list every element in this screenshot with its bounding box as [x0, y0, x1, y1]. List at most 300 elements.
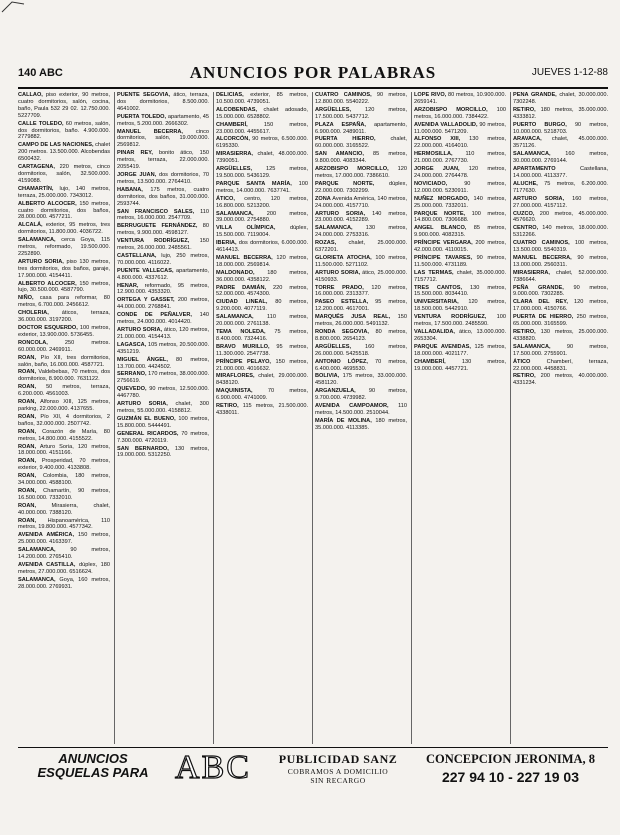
ad-text: 120 metros, 17.500.000. 5437712.: [315, 106, 407, 120]
classified-ad: [315, 418, 407, 432]
classified-ad: [513, 225, 608, 239]
classified-ad: [414, 122, 506, 136]
ad-text: 250 metros, 65.000.000. 3165599.: [513, 314, 608, 328]
ad-text: chalet, 300 metros, 55.000.000. 4158812.: [117, 401, 209, 414]
ad-keyword: PARQUE SANTA MARÍA,: [216, 180, 292, 187]
ad-keyword: CUATRO CAMINOS,: [513, 240, 570, 247]
ad-text: 150 metros, 26.000.000. 5491132.: [315, 314, 407, 328]
ad-text: 95 metros, 11.300.000. 2547738.: [216, 343, 308, 357]
ad-text: 70 metros, 6.400.000. 4695530.: [315, 358, 407, 372]
ad-text: chalet, 25.000.000. 6372201.: [315, 240, 407, 254]
ad-text: Chamartín, 90 metros, 16.500.000. 7332010.: [18, 487, 110, 501]
ad-keyword: ROAN,: [18, 354, 37, 361]
ad-text: 130 metros, 25.000.000. 4338820.: [513, 329, 608, 342]
classified-ad: [315, 299, 407, 313]
ad-keyword: VALLADALIDA,: [414, 329, 455, 335]
classified-ad: [414, 181, 506, 195]
ad-keyword: ARTURO SORIA,: [513, 195, 565, 202]
ad-keyword: SALAMANCA,: [513, 343, 551, 350]
ad-text: 170 metros, 38.000.000. 2756619.: [117, 371, 209, 385]
ad-text: 90 metros, 12.800.000. 5540222.: [315, 92, 407, 105]
classified-ad: [315, 329, 407, 343]
ad-text: 90 metros, 9.700.000. 4739982.: [315, 388, 407, 402]
classified-ad: [18, 444, 110, 458]
classified-ad: [216, 314, 308, 328]
ad-text: 250 metros. 60.000.000. 2469911.: [18, 339, 110, 353]
classified-ad: [414, 166, 506, 180]
ad-text: 160 metros, 30.000.000. 2769144.: [513, 151, 608, 165]
ad-keyword: RETIRO,: [513, 106, 536, 113]
classified-ad: [414, 314, 506, 328]
classified-ad: [513, 359, 608, 373]
classified-ad: [513, 314, 608, 328]
ad-keyword: PARQUE AVENIDAS,: [414, 343, 471, 350]
section-title: ANUNCIOS POR PALABRAS: [189, 63, 437, 82]
column-divider: [510, 92, 511, 744]
classified-ad: [117, 268, 209, 282]
classified-ad: [117, 297, 209, 311]
ad-text: 120 metros, 16.000.000. 2313377.: [315, 284, 407, 298]
ad-text: ático, 25.000.000. 4150933.: [315, 269, 407, 283]
classified-ad: [315, 388, 407, 402]
classified-ad: [315, 344, 407, 358]
ad-text: chalet, 29.000.000. 8438120.: [216, 373, 308, 387]
ad-keyword: ALUCHE,: [513, 180, 538, 187]
ad-text: 150 metros, cuatro dormitorios, dos baños, 28.000.000. 4577211.: [18, 200, 110, 221]
ad-keyword: MIRASIERRA,: [513, 269, 550, 276]
ad-keyword: ROAN,: [18, 502, 37, 509]
ad-text: 200 metros, 39.000.000. 2754880.: [216, 210, 308, 224]
ad-keyword: AVENIDA CASTILLA,: [18, 562, 76, 568]
ad-keyword: CONDE DE PEÑALVER,: [117, 312, 192, 319]
classified-ad: [18, 340, 110, 354]
classified-ad: [414, 270, 506, 284]
classified-ad: [117, 312, 209, 326]
classified-ad: [18, 503, 110, 517]
ad-keyword: GLORIETA ATOCHA,: [315, 254, 372, 261]
classified-ad: [216, 388, 308, 402]
classified-ad: [315, 373, 407, 387]
ad-text: 70 metros, 7.300.000. 4720119.: [117, 430, 209, 444]
ad-text: 60 metros, salón, dos dormitorios, baño. 4.900.000. 2779882.: [18, 120, 110, 141]
ad-text: 100 metros, 14.000.000. 7637741.: [216, 180, 308, 194]
classified-ad: [216, 403, 308, 417]
ad-keyword: ALCORCÓN,: [216, 136, 250, 143]
ad-text: 120 metros, 18.000.000. 2569814.: [216, 254, 308, 268]
ad-text: dúplex, 15.500.000. 7119004.: [216, 225, 308, 239]
ad-text: 200 metros, 40.000.000. 4331234.: [513, 373, 608, 387]
ad-text: 100 metros, 15.800.000. 5444491.: [117, 415, 209, 429]
classified-ad: [216, 329, 308, 343]
classified-ad: [513, 285, 608, 299]
classified-ad: [315, 107, 407, 121]
ad-text: 90 metros, 9.000.000. 7302285.: [513, 284, 608, 298]
classified-ad: [117, 416, 209, 430]
ad-text: apartamento, 6.900.000. 2489011.: [315, 121, 407, 135]
ad-keyword: SALAMANCA,: [18, 576, 56, 583]
classified-ad: [216, 225, 308, 239]
classified-ad: [216, 299, 308, 313]
ad-text: ático, terraza, dos dormitorios, 8.500.000. 4641002.: [117, 92, 209, 112]
column-6: [513, 92, 608, 744]
concepcion-jeronima-block: [413, 752, 608, 785]
ad-keyword: PUERTA TOLEDO,: [117, 113, 167, 120]
classified-ad: [18, 562, 110, 576]
ad-keyword: ROAN,: [18, 384, 37, 391]
column-4: [315, 92, 407, 744]
ad-keyword: ARTURO SORIA,: [315, 210, 366, 217]
ad-keyword: MAQUINISTA,: [216, 388, 253, 395]
ad-keyword: PADRE DAMIÁN,: [216, 284, 267, 291]
ad-keyword: HERMOSILLA,: [414, 151, 453, 158]
column-divider: [213, 92, 214, 744]
ad-keyword: DELICIAS,: [216, 92, 244, 98]
ad-text: 75 metros, 8.400.000. 7324416.: [216, 329, 308, 342]
classified-ad: [18, 310, 110, 324]
ad-keyword: RETIRO,: [513, 373, 536, 380]
classified-ad: [513, 240, 608, 254]
ad-text: 125 metros, 19.500.000. 5436129.: [216, 166, 308, 179]
ad-keyword: SAN BERNARDO,: [117, 445, 169, 452]
ad-text: ático, 120 metros, 21.000.000. 4154413.: [117, 327, 209, 340]
ad-text: 100 metros, 17.500.000. 2485590.: [414, 314, 506, 328]
ad-keyword: CASTELLANA,: [117, 252, 157, 259]
ad-keyword: ROAN,: [18, 413, 37, 420]
ad-keyword: APARTAMENTO: [513, 166, 556, 173]
ad-keyword: MARÍA DE MOLINA,: [315, 417, 372, 424]
classified-ad: [513, 255, 608, 269]
ad-keyword: LOPE RIVO,: [414, 92, 447, 98]
ad-text: Hispanoamérica, 110 metros, 19.800.000. 4577342.: [18, 517, 110, 531]
ad-text: centro, 120 metros, 16.800.000. 5213200.: [216, 195, 308, 209]
classified-ad: [315, 359, 407, 373]
ad-text: 85 metros, 9.800.000. 4083344.: [315, 151, 407, 165]
classified-ad: [18, 488, 110, 502]
classified-ad: [216, 196, 308, 210]
ad-text: 100 metros, 16.000.000. 7384422.: [414, 106, 506, 120]
ad-text: 90 metros, 11.000.000. 5471209.: [414, 121, 506, 135]
ad-text: 200 metros, 44.000.000. 2768841.: [117, 297, 209, 311]
ad-text: 120 metros, 24.000.000. 2764478.: [414, 166, 506, 179]
ad-keyword: CIUDAD LINEAL,: [216, 299, 268, 306]
ad-keyword: AVENIDA CAMPOAMOR,: [315, 403, 389, 410]
ad-text: 150 metros, 25.000.000. 4163397.: [18, 532, 110, 546]
ad-keyword: ÁTICO,: [216, 195, 235, 202]
ad-text: 150 metros, 26.000.000. 2485561.: [117, 238, 209, 252]
ad-keyword: PINAR REY,: [117, 150, 153, 157]
ad-text: 140 metros, 24.000.000. 4014420.: [117, 312, 209, 326]
classified-ad: [18, 186, 110, 200]
ad-text: exterior, 95 metros, tres dormitorios, 11.800.000. 4036722.: [18, 222, 110, 236]
ad-text: 180 metros, 35.000.000. 4333812.: [513, 106, 608, 120]
classified-ad: [216, 107, 308, 121]
ad-text: 100 metros, exterior, 13.900.000. 5736455.: [18, 325, 110, 338]
ad-text: chalet, 30.000.000. 7302248.: [513, 92, 608, 105]
classifieds-columns: [18, 92, 608, 744]
ad-text: chalet, 45.000.000. 3571126.: [513, 136, 608, 150]
classified-ad: [414, 196, 506, 210]
classified-ad: [18, 164, 110, 185]
classified-ad: [18, 429, 110, 443]
ad-text: Prosperidad, 70 metros, exterior, 9.400.000. 4133808.: [18, 458, 110, 472]
classified-ad: [513, 166, 608, 180]
classified-ad: [18, 142, 110, 163]
ad-keyword: LAS TERMAS,: [414, 269, 454, 276]
ad-keyword: ROAN,: [18, 399, 37, 406]
classified-ad: [513, 373, 608, 387]
ad-keyword: CALLE TOLEDO,: [18, 120, 64, 127]
ad-keyword: CHAMBERÍ,: [414, 358, 446, 365]
column-3: [216, 92, 308, 744]
classified-ad: [513, 329, 608, 343]
ad-text: 140 metros, 25.000.000. 7332011.: [414, 195, 506, 209]
ad-keyword: MIRAFLORES,: [216, 373, 255, 380]
ad-text: 90 metros, 6.500.000. 6195330.: [216, 136, 308, 150]
classified-ad: [315, 196, 407, 210]
classified-ad: [513, 181, 608, 195]
classified-ad: [18, 355, 110, 369]
ad-keyword: SERRANO,: [117, 371, 147, 378]
ad-keyword: ROAN,: [18, 458, 37, 465]
ad-keyword: PRÍNCIPE PELAYO,: [216, 358, 271, 365]
page-corner-fold-icon: [0, 0, 26, 14]
sanz-collect-line: COBRAMOS A DOMICILIO: [287, 767, 389, 776]
ad-text: 110 metros, 21.000.000. 2767730.: [414, 151, 506, 165]
ad-keyword: NUÑEZ MORGADO,: [414, 195, 470, 202]
ad-text: 90 metros, 13.000.000. 2560311.: [513, 254, 608, 268]
ad-keyword: HENAR,: [117, 282, 139, 289]
classified-ad: [315, 240, 407, 254]
ad-keyword: LAGASCA,: [117, 341, 147, 348]
column-divider: [312, 92, 313, 744]
ad-keyword: HABANA,: [117, 186, 143, 193]
ad-text: 130 metros, 22.000.000. 4164010.: [414, 136, 506, 150]
classified-ad: [216, 285, 308, 299]
ad-keyword: TEMA NOLEDA,: [216, 329, 266, 335]
ad-text: 220 metros, 52.000.000. 4574300.: [216, 284, 308, 298]
ad-keyword: SALAMANCA,: [216, 314, 254, 321]
ad-keyword: PEÑA GRANDE,: [513, 284, 564, 291]
ad-text: Avenida América, 140 metros, 24.000.000. 4157710.: [315, 195, 407, 209]
column-2: [117, 92, 209, 744]
ad-keyword: BERRUGUETE FERNÁNDEZ,: [117, 223, 198, 230]
ad-text: 200 metros, 42.000.000. 4110015.: [414, 240, 506, 254]
classified-ad: [315, 166, 407, 180]
ad-text: casa para reformar, 80 metros, 6.700.000. 2456612.: [18, 295, 110, 309]
classified-ad: [117, 342, 209, 356]
ad-text: 85 metros, 9.900.000. 4082315.: [414, 225, 506, 239]
ad-keyword: ARAVACA,: [513, 136, 542, 143]
ad-keyword: PARQUE NORTE,: [315, 180, 375, 187]
ad-keyword: ARZOBISPO MORCILLO,: [315, 166, 389, 173]
ad-keyword: MANUEL BECERRA,: [117, 128, 183, 135]
ad-keyword: ROAN,: [18, 428, 37, 435]
ad-text: Alfonso XIII, 125 metros, parking, 22.000.000. 4137655.: [18, 399, 110, 412]
ad-text: 50 metros, terraza, 6.200.000. 4561003.: [18, 384, 110, 398]
ad-text: Valdebebas, 70 metros, dos dormitorios, 8.900.000. 7631122.: [18, 369, 110, 383]
column-1: [18, 92, 110, 744]
ad-keyword: CAMPO DE LAS NACIONES,: [18, 142, 94, 149]
classified-ad: [18, 369, 110, 383]
ad-keyword: RETIRO,: [513, 329, 536, 335]
page-number: 140 ABC: [18, 67, 63, 79]
ad-text: piso exterior, 90 metros, cuatro dormitorios, salón, cocina, baño, Paula 532 29 02. 12.750.000. 5227709.: [18, 92, 110, 119]
ad-keyword: DOCTOR ESQUERDO,: [18, 325, 78, 331]
ad-keyword: ALCOBENDAS,: [216, 106, 258, 113]
classified-ad: [513, 211, 608, 225]
ad-keyword: MIRASIERRA,: [216, 151, 253, 158]
abc-logo: ABC: [175, 749, 251, 786]
ad-text: 150 metros, 23.000.000. 4455617.: [216, 121, 308, 135]
ad-text: Mirasierra, chalet, 40.000.000. 7388120.: [18, 502, 110, 516]
ad-text: 140 metros, 18.000.000. 5312266.: [513, 225, 608, 239]
ad-keyword: ANGEL BLANCO,: [414, 225, 467, 232]
classified-ad: [117, 172, 209, 186]
ad-keyword: MARQUÉS JUSA REAL,: [315, 314, 391, 321]
classified-ad: [216, 359, 308, 373]
ad-keyword: CUATRO CAMINOS,: [315, 92, 372, 98]
classified-ad: [18, 237, 110, 258]
classified-ad: [18, 281, 110, 295]
classified-ad: [117, 150, 209, 171]
classified-ad: [117, 283, 209, 297]
ad-text: 75 metros, 6.200.000. 7177630.: [513, 180, 608, 194]
ad-keyword: ARTURO SORIA,: [315, 269, 361, 276]
ad-keyword: ROAN,: [18, 369, 37, 376]
classified-ad: [315, 92, 407, 106]
classified-ad: [414, 255, 506, 269]
ad-keyword: PUENTE VALLECAS,: [117, 267, 174, 274]
ad-text: 90 metros, 12.500.000. 4467780.: [117, 386, 209, 400]
classified-ad: [315, 136, 407, 150]
ad-keyword: ARGANZUELA,: [315, 388, 356, 395]
classified-ad: [18, 201, 110, 222]
ad-text: 140 metros, 23.000.000. 4152289.: [315, 210, 407, 224]
ad-keyword: ALBERTO ALCOCER,: [18, 280, 77, 287]
advertising-footer: [18, 749, 608, 802]
concepcion-address: CONCEPCION JERONIMA, 8: [425, 752, 596, 766]
classified-ad: [216, 181, 308, 195]
ad-keyword: BOLIVIA,: [315, 373, 340, 380]
ad-keyword: SAN AMANCIO,: [315, 151, 364, 158]
ad-text: 130 metros, 19.000.000. 5312250.: [117, 445, 209, 459]
classified-ad: [315, 122, 407, 136]
classified-ad: [315, 211, 407, 225]
classified-ad: [117, 446, 209, 460]
classified-ad: [117, 129, 209, 150]
ad-keyword: ZONA: [315, 195, 331, 202]
ad-text: chalet 200 metros. 13.500.000. Alcobendas 6500432.: [18, 142, 110, 163]
ad-keyword: CALLAO,: [18, 92, 43, 98]
ad-text: dos dormitorios, 6.000.000. 4614413.: [216, 240, 308, 254]
classified-ad: [216, 211, 308, 225]
ad-text: Corazón de María, 80 metros, 14.800.000. 4155522.: [18, 428, 110, 442]
ad-text: 120 metros, 17.000.000. 7386610.: [315, 166, 407, 179]
ad-text: apartamento, 45 metros, 5.200.000. 2666302.: [117, 113, 209, 127]
ad-text: 180 metros, 35.000.000. 4113385.: [315, 417, 407, 431]
classified-ad: [414, 107, 506, 121]
classified-ad: [18, 473, 110, 487]
issue-date: JUEVES 1-12-88: [531, 67, 608, 78]
ad-keyword: ARTURO SORIA,: [117, 327, 163, 333]
classified-ad: [315, 181, 407, 195]
classified-ad: [513, 107, 608, 121]
classified-ad: [414, 211, 506, 225]
classified-ad: [414, 285, 506, 299]
ad-text: 120 metros, 18.500.000. 5442910.: [414, 299, 506, 313]
classified-ad: [513, 136, 608, 150]
ad-text: 115 metros, 21.500.000. 4338011.: [216, 403, 308, 416]
classified-ad: [513, 270, 608, 284]
classified-ad: [18, 259, 110, 280]
ad-keyword: PASEO ESTELLA,: [315, 299, 369, 306]
ad-keyword: VENTURA RODRÍGUEZ,: [414, 314, 487, 321]
ad-keyword: RETIRO,: [216, 403, 239, 410]
concepcion-phones: 227 94 10 - 227 19 03: [441, 769, 579, 785]
classified-ad: [117, 327, 209, 341]
ad-text: 80 metros, 10.900.000. 2659141.: [414, 92, 506, 105]
classified-ad: [513, 92, 608, 106]
ad-keyword: CENTRO,: [513, 225, 539, 232]
ad-text: 220 metros, cinco dormitorios, salón, 32.500.000. 4159088.: [18, 164, 110, 184]
ad-text: piso 130 metros, tres dormitorios, dos baños, garaje, 17.900.000. 4154411.: [18, 258, 110, 279]
classified-ad: [216, 255, 308, 269]
classified-ad: [117, 253, 209, 267]
classified-ad: [117, 238, 209, 252]
ad-keyword: AVENIDA AMÉRICA,: [18, 532, 75, 539]
classified-ad: [513, 344, 608, 358]
ad-text: 150 metros, lujo, 30.500.000. 4587790.: [18, 280, 110, 294]
classified-ad: [117, 223, 209, 237]
ad-keyword: BRAVO MURILLO,: [216, 343, 270, 350]
ad-text: 80 metros, 9.900.000. 4598127.: [117, 223, 209, 237]
ad-keyword: ARGÜELLES,: [315, 106, 352, 113]
ad-text: áticos, terraza, 36.000.000. 3197200.: [18, 310, 110, 324]
ad-keyword: CUZCO,: [513, 210, 535, 217]
footer-rule: [18, 747, 608, 748]
ad-text: cerca Goya, 115 metros, reformado, 19.500.000. 2252890.: [18, 237, 110, 257]
column-divider: [411, 92, 412, 744]
ad-keyword: ALBERTO ALCOCER,: [18, 200, 77, 207]
ad-keyword: VILLA OLÍMPICA,: [216, 225, 276, 232]
classified-ad: [216, 92, 308, 106]
ad-text: 200 metros, 45.000.000. 4576620.: [513, 210, 608, 224]
ad-keyword: CHOLERIA,: [18, 310, 49, 317]
ad-keyword: PUERTA DE HIERRO,: [513, 314, 574, 321]
ad-text: 110 metros, 16.000.000. 2547709.: [117, 208, 209, 222]
ad-keyword: SALAMANCA,: [513, 151, 551, 158]
ad-keyword: SALAMANCA,: [216, 210, 254, 217]
ad-keyword: SAN FRANCISCO SALES,: [117, 208, 195, 215]
sanz-no-surcharge-line: SIN RECARGO: [310, 776, 366, 785]
ad-text: Pío XII, tres dormitorios, salón, baño, 16.000.000. 4587721.: [18, 354, 110, 368]
classified-ad: [117, 431, 209, 445]
ad-keyword: ÁTICO: [513, 358, 531, 365]
ad-text: Goya, 160 metros, 28.000.000. 2769931.: [18, 576, 110, 590]
anuncios-esquelas-label: [18, 752, 168, 780]
ad-keyword: SALAMANCA,: [315, 225, 353, 232]
ad-text: 80 metros, 13.700.000. 4424502.: [117, 356, 209, 370]
ad-text: chalet adosado, 15.000.000. 6528802.: [216, 106, 308, 120]
classified-ad: [414, 225, 506, 239]
ad-keyword: VENTURA RODRÍGUEZ,: [117, 238, 190, 245]
classified-ad: [216, 122, 308, 136]
ad-keyword: ROAN,: [18, 487, 37, 494]
ad-keyword: SALAMANCA,: [18, 237, 56, 244]
ad-text: 90 metros, 14.200.000. 2765410.: [18, 547, 110, 561]
column-5: [414, 92, 506, 744]
ad-keyword: ARTURO SORIA,: [18, 258, 64, 265]
